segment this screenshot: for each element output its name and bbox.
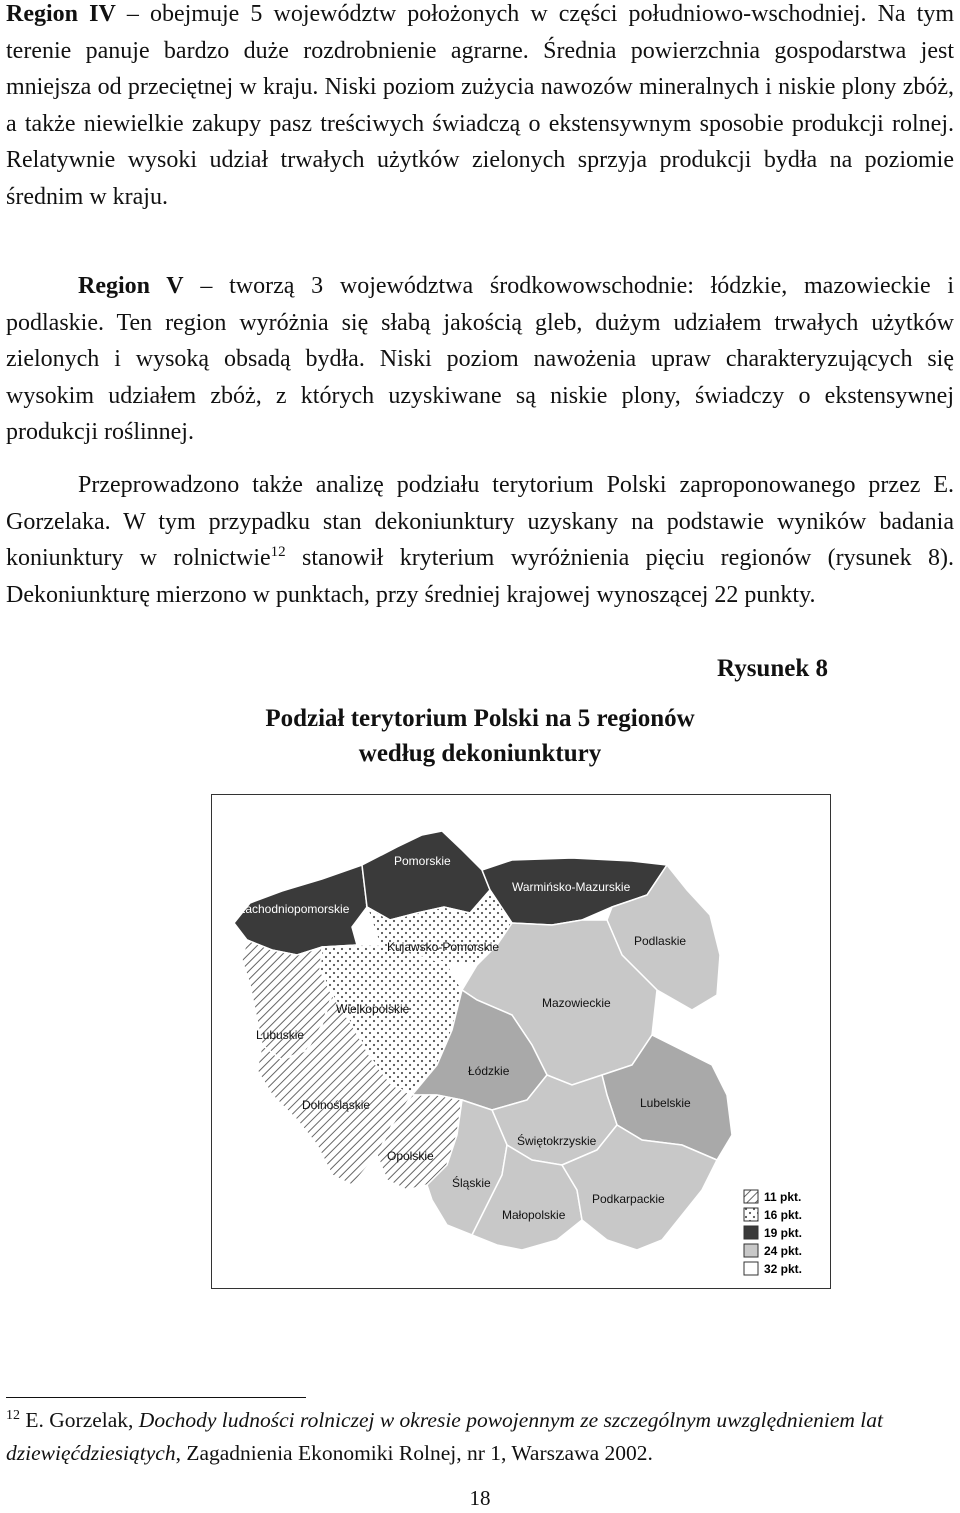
legend-swatch-32 [744, 1262, 758, 1275]
footnote-separator [6, 1397, 306, 1398]
legend-swatch-11 [744, 1190, 758, 1203]
figure-title [190, 701, 770, 771]
label-opolskie: Opolskie [387, 1149, 434, 1163]
region-pomorskie[interactable] [362, 831, 490, 920]
legend-label-19: 19 pkt. [764, 1226, 803, 1240]
footnote-title: Dochody ludności rolniczej w okresie powojennym ze szczególnym uwzględnieniem lat dziewięćdziesiątych [6, 1408, 884, 1465]
footnote-number: 12 [6, 1407, 20, 1423]
footnote-source: , Zagadnienia Ekonomiki Rolnej, nr 1, Warszawa 2002. [175, 1441, 653, 1465]
label-podkarpackie: Podkarpackie [592, 1192, 665, 1206]
label-dolnoslaskie: Dolnośląskie [302, 1098, 371, 1112]
label-zachodniopomorskie: Zachodniopomorskie [238, 902, 350, 916]
map-svg [212, 795, 829, 1287]
legend-label-32: 32 pkt. [764, 1262, 803, 1276]
paragraph-region-v [6, 268, 954, 451]
region-iv-text: – obejmuje 5 województw położonych w części południowo-wschodniej. Na tym terenie panuje bardzo duże rozdrobnienie agrarne. Średnia powierzchnia gospodarstwa jest mniejsza od przeciętnej w kraju. Niski poziom zużycia nawozów mineralnych i niskie plony zbóż, a także niewielkie zakupy pasz treściwych świadczą o ekstensywnym sposobie produkcji rolnej. Relatywnie wysoki udział trwałych użytków zielonych sprzyja produkcji bydła na poziomie średnim w kraju. [6, 1, 954, 210]
gorzelak-text-before: Przeprowadzono także analizę podziału terytorium Polski zaproponowanego przez E. Gorzelaka. W tym przypadku stan dekoniunktury uzyskany na podstawie wyników badania koniunktury w rolnictwie [6, 472, 954, 572]
legend-swatch-16 [744, 1208, 758, 1221]
footnote [6, 1404, 956, 1470]
gorzelak-text-after: stanowił kryterium wyróżnienia pięciu regionów (rysunek 8). Dekoniunkturę mierzono w punktach, przy średniej krajowej wynoszącej 22 punkty. [6, 545, 954, 608]
poland-regions-map [211, 794, 831, 1289]
legend-swatch-19 [744, 1226, 758, 1239]
map-legend [744, 1190, 802, 1276]
figure-label: Rysunek 8 [717, 655, 828, 682]
legend-swatch-24 [744, 1244, 758, 1257]
figure-title-line-2: według dekoniunktury [358, 740, 602, 767]
label-podlaskie: Podlaskie [634, 934, 687, 948]
label-lodzkie: Łódzkie [468, 1064, 510, 1078]
label-kujawsko-pomorskie: Kujawsko-Pomorskie [387, 940, 500, 954]
label-warminsko-mazurskie: Warmińsko-Mazurskie [512, 880, 631, 894]
paragraph-gorzelak [6, 467, 954, 613]
label-swietokrzyskie: Świętokrzyskie [517, 1134, 597, 1148]
label-malopolskie: Małopolskie [502, 1208, 566, 1222]
label-mazowieckie: Mazowieckie [542, 996, 611, 1010]
footnote-author: E. Gorzelak, [25, 1408, 139, 1432]
footnote-reference[interactable]: 12 [270, 544, 286, 561]
legend-label-16: 16 pkt. [764, 1208, 803, 1222]
page-number: 18 [469, 1486, 491, 1510]
label-slaskie: Śląskie [452, 1176, 491, 1190]
label-wielkopolskie: Wielkopolskie [336, 1002, 410, 1016]
label-lubelskie: Lubelskie [640, 1096, 691, 1110]
figure-title-line-1: Podział terytorium Polski na 5 regionów [265, 705, 695, 732]
legend-label-11: 11 pkt. [764, 1190, 802, 1204]
label-pomorskie: Pomorskie [394, 854, 451, 868]
region-iv-heading: Region IV [6, 1, 116, 27]
region-v-text: – tworzą 3 województwa środkowowschodnie: łódzkie, mazowieckie i podlaskie. Ten region wyróżnia się słabą jakością gleb, dużym udziałem trwałych użytków zielonych i wysoką obsadą bydła. Niski poziom nawożenia upraw charakteryzujących się wysokim udziałem zbóż, z których uzyskiwane są niskie plony, świadczy o ekstensywnej produkcji roślinnej. [6, 273, 954, 446]
label-lubuskie: Lubuskie [256, 1028, 305, 1042]
paragraph-region-iv [6, 0, 954, 216]
region-v-heading: Region V [78, 273, 184, 299]
legend-label-24: 24 pkt. [764, 1244, 803, 1258]
